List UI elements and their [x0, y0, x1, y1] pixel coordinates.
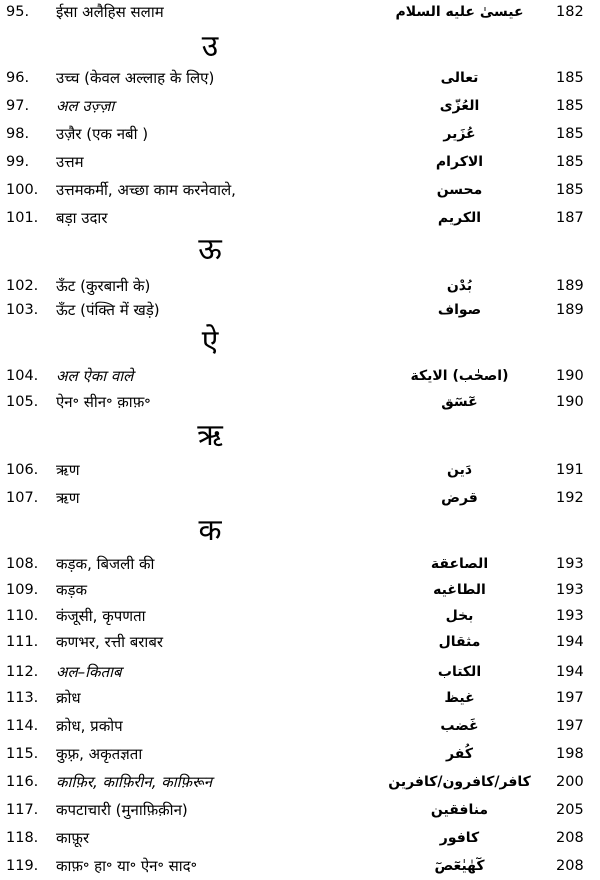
entry-hindi: कड़क, बिजली की: [56, 555, 155, 573]
entry-arabic: الصاعقة: [430, 556, 489, 572]
entry-arabic: الكتاب: [437, 664, 482, 680]
entry-hindi: ईसा अलैहिस सलाम: [56, 3, 164, 21]
entry-number: 99.: [6, 154, 30, 170]
entry-hindi: क्रोध, प्रकोप: [56, 717, 123, 735]
glossary-entry: [0, 298, 600, 322]
glossary-entry: [0, 552, 600, 576]
glossary-entry: [0, 714, 600, 738]
entry-page: 185: [556, 154, 584, 170]
entry-page: 200: [556, 774, 584, 790]
entry-hindi: बड़ा उदार: [56, 209, 108, 227]
entry-page: 193: [556, 556, 584, 572]
entry-number: 110.: [6, 608, 39, 624]
entry-arabic: (اصحٰب) الايكة: [410, 368, 509, 384]
entry-hindi: काफ़ूर: [56, 829, 90, 847]
glossary-entry: [0, 274, 600, 298]
entry-arabic: عٓسٓق: [441, 394, 478, 410]
entry-number: 113.: [6, 690, 39, 706]
entry-arabic: غيظ: [444, 690, 475, 706]
entry-arabic: بخل: [445, 608, 474, 624]
entry-arabic: الطاغيه: [433, 582, 486, 598]
section-heading-u: उ: [201, 29, 219, 64]
entry-number: 108.: [6, 556, 39, 572]
entry-page: 189: [556, 278, 584, 294]
entry-arabic: بُدْن: [446, 278, 473, 294]
glossary-entry: [0, 458, 600, 482]
glossary-entry: [0, 178, 600, 202]
entry-page: 189: [556, 302, 584, 318]
entry-page: 187: [556, 210, 584, 226]
entry-page: 194: [556, 634, 584, 650]
entry-arabic: منافقين: [430, 802, 489, 818]
entry-page: 185: [556, 126, 584, 142]
entry-number: 95.: [6, 4, 30, 20]
entry-arabic: تعالى: [440, 70, 479, 86]
entry-number: 101.: [6, 210, 39, 226]
glossary-entry: [0, 150, 600, 174]
entry-hindi: कंजूसी, कृपणता: [56, 607, 146, 625]
entry-page: 198: [556, 746, 584, 762]
glossary-entry: [0, 770, 600, 794]
entry-arabic: عُزَير: [443, 126, 476, 142]
entry-number: 115.: [6, 746, 39, 762]
glossary-entry: [0, 0, 600, 24]
entry-hindi: उच्च (केवल अल्लाह के लिए): [56, 69, 215, 87]
entry-page: 192: [556, 490, 584, 506]
entry-number: 105.: [6, 394, 39, 410]
entry-hindi: अल–किताब: [56, 663, 122, 681]
entry-page: 208: [556, 858, 584, 874]
entry-number: 106.: [6, 462, 39, 478]
section-heading-ai: ऐ: [201, 324, 219, 359]
entry-page: 190: [556, 368, 584, 384]
entry-arabic: قرض: [441, 490, 478, 506]
entry-page: 197: [556, 690, 584, 706]
glossary-entry: [0, 364, 600, 388]
entry-hindi: क्रोध: [56, 689, 81, 707]
entry-page: 185: [556, 70, 584, 86]
glossary-entry: [0, 206, 600, 230]
entry-number: 116.: [6, 774, 39, 790]
entry-number: 111.: [6, 634, 39, 650]
entry-arabic: عيسیٰ عليه السلام: [395, 4, 524, 20]
entry-page: 208: [556, 830, 584, 846]
glossary-entry: [0, 94, 600, 118]
glossary-entry: [0, 630, 600, 654]
entry-number: 119.: [6, 858, 39, 874]
entry-hindi: ऋण: [56, 489, 80, 507]
entry-number: 96.: [6, 70, 30, 86]
entry-hindi: उत्तमकर्मी, अच्छा काम करनेवाले,: [56, 181, 236, 199]
entry-number: 98.: [6, 126, 30, 142]
entry-number: 112.: [6, 664, 39, 680]
entry-number: 103.: [6, 302, 39, 318]
entry-number: 100.: [6, 182, 39, 198]
entry-arabic: غَضب: [440, 718, 479, 734]
entry-hindi: ऊँट (पंक्ति में खड़े): [56, 301, 160, 319]
entry-hindi: काफ़िर, काफ़िरीन, काफ़िरून: [56, 773, 213, 791]
entry-hindi: उज़ैर (एक नबी ): [56, 125, 149, 143]
entry-number: 97.: [6, 98, 30, 114]
glossary-entry: [0, 66, 600, 90]
section-heading-uu: ऊ: [198, 232, 222, 267]
entry-hindi: कड़क: [56, 581, 88, 599]
entry-arabic: محسن: [436, 182, 483, 198]
entry-page: 194: [556, 664, 584, 680]
glossary-entry: [0, 390, 600, 414]
entry-hindi: अल ऐका वाले: [56, 367, 134, 385]
entry-number: 102.: [6, 278, 39, 294]
entry-arabic: دَين: [446, 462, 473, 478]
entry-arabic: كافور: [439, 830, 480, 846]
glossary-entry: [0, 826, 600, 850]
entry-number: 118.: [6, 830, 39, 846]
entry-number: 104.: [6, 368, 39, 384]
entry-page: 193: [556, 608, 584, 624]
entry-hindi: काफ़॰ हा॰ या॰ ऐन॰ साद॰: [56, 857, 198, 875]
entry-page: 190: [556, 394, 584, 410]
glossary-entry: [0, 604, 600, 628]
glossary-entry: [0, 686, 600, 710]
entry-hindi: उत्तम: [56, 153, 84, 171]
entry-number: 114.: [6, 718, 39, 734]
entry-number: 109.: [6, 582, 39, 598]
glossary-entry: [0, 854, 600, 878]
entry-arabic: العُزّى: [439, 98, 480, 114]
entry-page: 193: [556, 582, 584, 598]
glossary-entry: [0, 122, 600, 146]
entry-page: 185: [556, 182, 584, 198]
section-heading-ka: क: [198, 513, 222, 548]
entry-hindi: अल उज़्ज़ा: [56, 97, 115, 115]
entry-number: 117.: [6, 802, 39, 818]
glossary-entry: [0, 798, 600, 822]
entry-page: 185: [556, 98, 584, 114]
entry-hindi: ऋण: [56, 461, 80, 479]
glossary-entry: [0, 486, 600, 510]
entry-page: 205: [556, 802, 584, 818]
entry-arabic: الاكرام: [435, 154, 484, 170]
entry-arabic: صواف: [437, 302, 482, 318]
entry-arabic: كٓهٰيٰعٓصٓ: [434, 858, 485, 874]
entry-hindi: कुफ़्र, अकृतज्ञता: [56, 745, 143, 763]
entry-hindi: ऐन॰ सीन॰ क़ाफ़॰: [56, 393, 151, 411]
entry-page: 182: [556, 4, 584, 20]
entry-hindi: कपटाचारी (मुनाफ़िक़ीन): [56, 801, 188, 819]
entry-arabic: كافر/كافرون/كافرين: [388, 774, 531, 790]
entry-arabic: مثقال: [438, 634, 481, 650]
section-heading-ri: ऋ: [197, 418, 223, 453]
entry-page: 197: [556, 718, 584, 734]
glossary-entry: [0, 660, 600, 684]
entry-number: 107.: [6, 490, 39, 506]
entry-hindi: ऊँट (कुरबानी के): [56, 277, 151, 295]
entry-arabic: الكريم: [437, 210, 482, 226]
entry-page: 191: [556, 462, 584, 478]
glossary-entry: [0, 742, 600, 766]
entry-arabic: كُفر: [446, 746, 473, 762]
glossary-entry: [0, 578, 600, 602]
entry-hindi: कणभर, रत्ती बराबर: [56, 633, 164, 651]
